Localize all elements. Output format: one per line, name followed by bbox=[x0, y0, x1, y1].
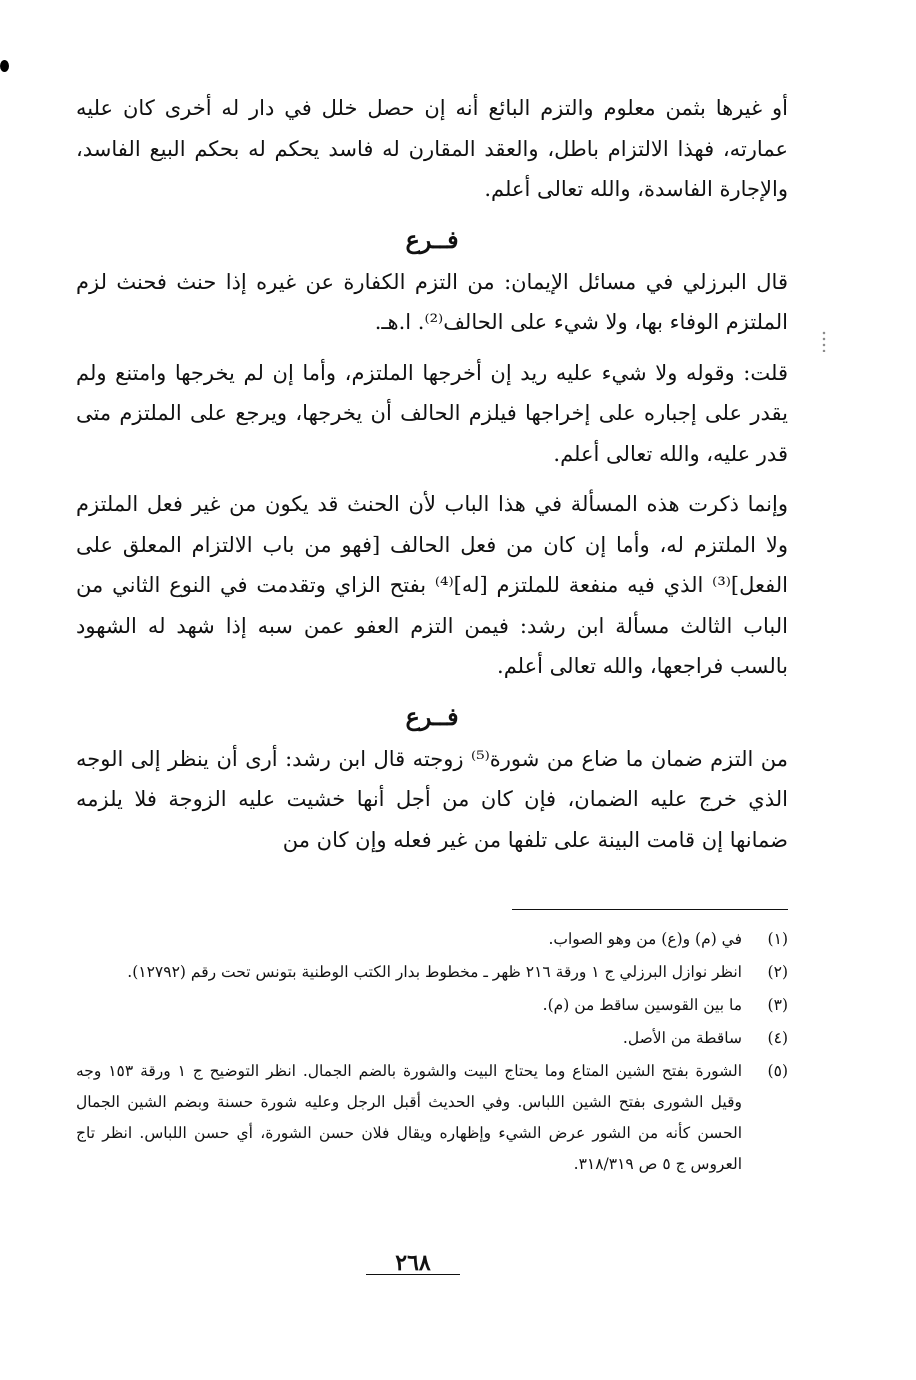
footnote bbox=[76, 957, 788, 988]
footnote-number: (٢) bbox=[767, 963, 788, 981]
margin-dot bbox=[0, 60, 9, 72]
main-text bbox=[76, 88, 788, 860]
footnote bbox=[76, 990, 788, 1021]
footnote-text: في (م) و(ع) من وهو الصواب. bbox=[548, 930, 742, 948]
footnote-number: (٣) bbox=[767, 996, 788, 1014]
footnote-separator bbox=[512, 909, 788, 910]
footnote-text: ساقطة من الأصل. bbox=[622, 1029, 742, 1047]
section-heading-1: فــرع bbox=[405, 224, 459, 254]
footnote-number: (٥) bbox=[767, 1062, 788, 1080]
footnotes bbox=[76, 924, 788, 1180]
paragraph-4: وإنما ذكرت هذه المسألة في هذا الباب لأن الحنث قد يكون من غير فعل الملتزم ولا الملتزم له، وأما إن كان من فعل الحالف [فهو من باب الالتزام المعلق على الفعل]⁽³⁾ الذي فيه منفعة للملتزم [له]⁽⁴⁾ بفتح الزاي وتقدمت في النوع الثاني من الباب الثالث مسألة ابن رشد: فيمن التزم العفو عمن سبه إذا شهد له الشهود بالسب فراجعها، والله تعالى أعلم. bbox=[76, 492, 788, 678]
paragraph-5: من التزم ضمان ما ضاع من شورة⁽⁵⁾ زوجته قال ابن رشد: أرى أن ينظر إلى الوجه الذي خرج عليه الضمان، فإن كان من أجل أنها خشيت عليه الزوجة فلا يلزمه ضمانها إن قامت البينة على تلفها من غير فعله وإن كان من bbox=[76, 746, 789, 852]
footnote-number: (٤) bbox=[767, 1029, 788, 1047]
paragraph-2: قال البرزلي في مسائل الإيمان: من التزم الكفارة عن غيره إذا حنث فحنث لزم الملتزم الوفاء بها، ولا شيء على الحالف⁽²⁾. ا.هـ. bbox=[76, 269, 788, 334]
scan-speck bbox=[822, 330, 826, 352]
footnote bbox=[76, 924, 788, 955]
section-heading-2: فــرع bbox=[405, 701, 459, 731]
paragraph-3: قلت: وقوله ولا شيء عليه ريد إن أخرجها الملتزم، وأما إن لم يخرجها وامتنع ولم يقدر على إجباره على إخراجها فيلزم الحالف أن يخرجها، ويرجع على الملتزم متى قدر عليه، والله تعالى أعلم. bbox=[76, 360, 788, 466]
paragraph-1: أو غيرها بثمن معلوم والتزم البائع أنه إن حصل خلل في دار له أخرى كان عليه عمارته، فهذا الالتزام باطل، والعقد المقارن له فاسد يحكم له بحكم البيع الفاسد، والإجارة الفاسدة، والله تعالى أعلم. bbox=[76, 96, 788, 201]
page-number-underline bbox=[366, 1274, 460, 1275]
footnote-text: انظر نوازل البرزلي ج ١ ورقة ٢١٦ ظهر ـ مخطوط بدار الكتب الوطنية بتونس تحت رقم (١٢٧٩٢). bbox=[127, 963, 742, 981]
footnote-number: (١) bbox=[767, 930, 788, 948]
footnote-text: الشورة بفتح الشين المتاع وما يحتاج البيت والشورة بالضم الجمال. انظر التوضيح ج ١ ورقة ١٥٣ وجه وقيل الشورى بفتح الشين اللباس. وفي الحديث أقبل الرجل وعليه شورة حسنة وبضم الشين الجمال الحسن كأنه من الشور عرض الشيء وإظهاره ويقال فلان حسن الشورة، أي حسن اللباس. انظر تاج العروس ج ٥ ص ٣١٨/٣١٩. bbox=[76, 1062, 742, 1173]
page-number: ٢٦٨ bbox=[395, 1250, 431, 1276]
footnote bbox=[76, 1056, 788, 1180]
footnote-text: ما بين القوسين ساقط من (م). bbox=[542, 996, 742, 1014]
footnote bbox=[76, 1023, 788, 1054]
